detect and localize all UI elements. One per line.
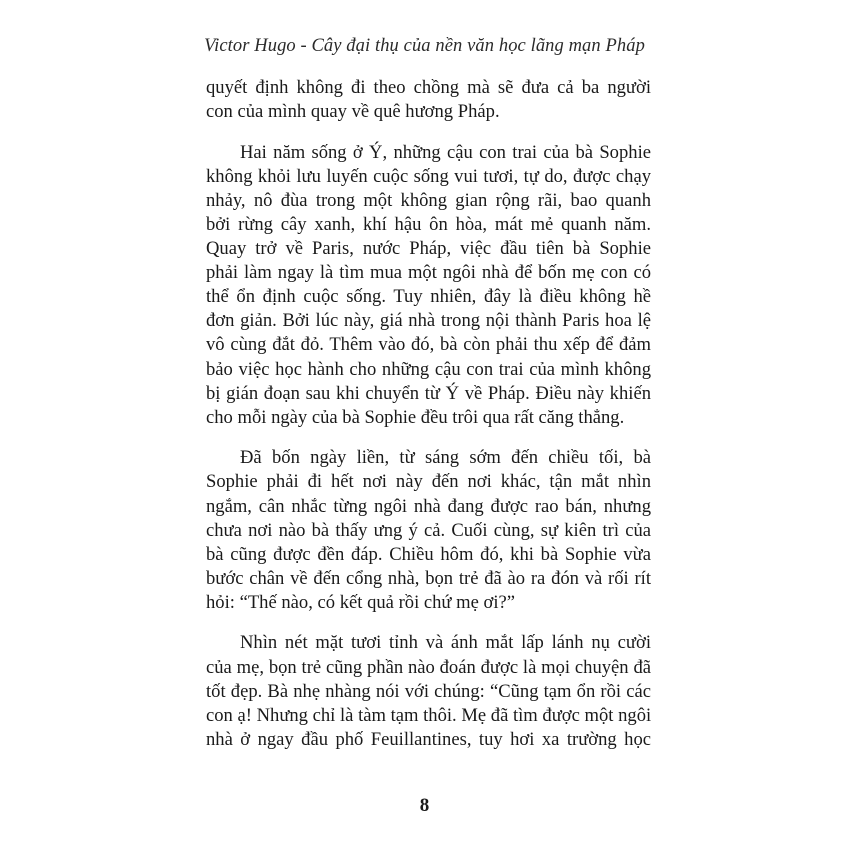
text-line: bước chân về đến cổng nhà, bọn trẻ đã ào ra đón và rối rít (206, 567, 651, 589)
text-line: Sophie phải đi hết nơi này đến nơi khác, tận mắt nhìn (206, 471, 651, 493)
text-line: tốt đẹp. Bà nhẹ nhàng nói với chúng: “Cũng tạm ổn rồi các (206, 680, 651, 702)
text-line: Nhìn nét mặt tươi tỉnh và ánh mắt lấp lánh nụ cười (240, 632, 651, 654)
text-line: vô cùng đắt đỏ. Thêm vào đó, bà còn phải thu xếp để đảm (206, 334, 651, 356)
text-line: Đã bốn ngày liền, từ sáng sớm đến chiều tối, bà (240, 447, 651, 469)
text-line: hỏi: “Thế nào, có kết quả rồi chứ mẹ ơi?” (206, 591, 516, 613)
paragraph-4 (206, 631, 651, 751)
text-line: nhà ở ngay đầu phố Feuillantines, tuy hơi xa trường học (206, 728, 651, 750)
text-line: Quay trở về Paris, nước Pháp, việc đầu tiên bà Sophie (206, 238, 651, 260)
page-number: 8 (419, 795, 430, 816)
text-line: quyết định không đi theo chồng mà sẽ đưa cả ba người (206, 77, 651, 98)
text-line: bị gián đoạn sau khi chuyển từ Ý về Pháp. Điều này khiến (206, 382, 651, 404)
running-header: Victor Hugo - Cây đại thụ của nền văn học lãng mạn Pháp (204, 36, 645, 56)
text-line: không khỏi lưu luyến cuộc sống vui tươi, tự do, được chạy (206, 165, 651, 187)
text-line: con của mình quay về quê hương Pháp. (206, 101, 500, 123)
text-line: Hai năm sống ở Ý, những cậu con trai của bà Sophie (240, 141, 651, 163)
text-line: ngắm, cân nhắc từng ngôi nhà đang được rao bán, nhưng (206, 495, 651, 517)
text-line: cho mỗi ngày của bà Sophie đều trôi qua rất căng thẳng. (206, 406, 625, 428)
paragraph-1 (206, 76, 651, 124)
text-line: con ạ! Nhưng chỉ là tàm tạm thôi. Mẹ đã tìm được một ngôi (206, 704, 652, 726)
text-line: bởi rừng cây xanh, khí hậu ôn hòa, mát mẻ quanh năm. (206, 213, 651, 235)
text-line: bà cũng được đền đáp. Chiều hôm đó, khi bà Sophie vừa (206, 543, 651, 565)
text-line: nhảy, nô đùa trong một không gian rộng rãi, bao quanh (206, 189, 651, 211)
text-line: bảo việc học hành cho những cậu con trai của mình không (206, 358, 651, 380)
body-text (206, 76, 651, 752)
text-line: thể ổn định cuộc sống. Tuy nhiên, đây là điều không hề (206, 286, 651, 308)
text-line: đơn giản. Bởi lúc này, giá nhà trong nội thành Paris hoa lệ (206, 310, 651, 332)
paragraph-2 (206, 141, 651, 430)
paragraph-3 (206, 446, 651, 615)
text-line: chưa nơi nào bà thấy ưng ý cả. Cuối cùng, sự kiên trì của (206, 519, 651, 541)
text-line: phải làm ngay là tìm mua một ngôi nhà để bốn mẹ con có (206, 262, 651, 284)
text-line: của mẹ, bọn trẻ cũng phần nào đoán được là mọi chuyện đã (206, 656, 651, 678)
